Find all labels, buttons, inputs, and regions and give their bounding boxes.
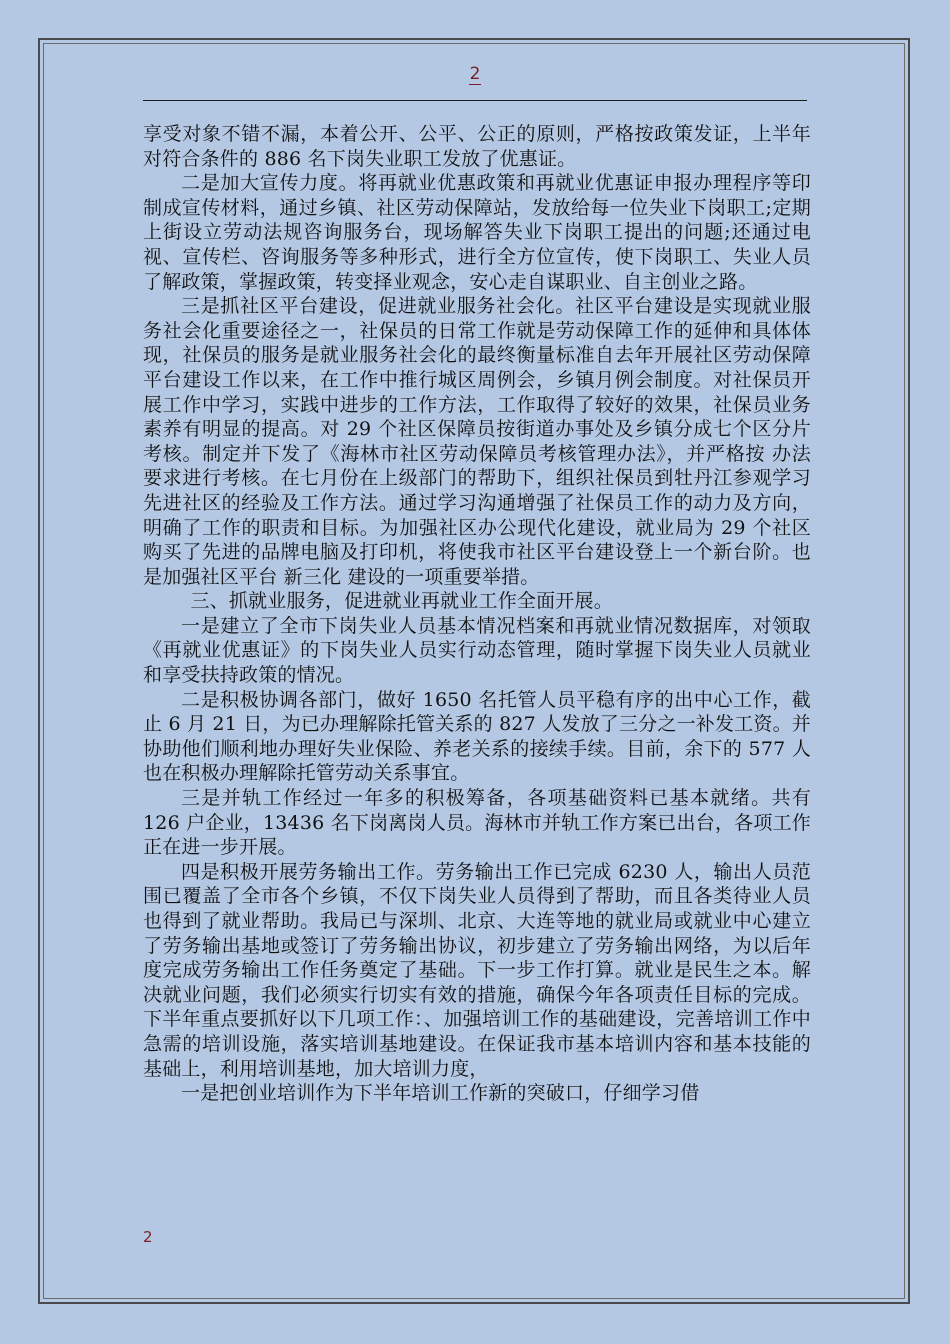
footer-page-number: 2 xyxy=(143,1228,153,1246)
header-page-number-text: 2 xyxy=(469,64,481,84)
header-divider xyxy=(143,100,807,101)
section-heading-employment-service: 三、抓就业服务，促进就业再就业工作全面开展。 xyxy=(190,590,613,613)
paragraph-trusteeship: 二是积极协调各部门，做好 1650 名托管人员平稳有序的出中心工作，截止 6 月 21 日，为已办理解除托管关系的 827 人发放了三分之一补发工资。并协助他们顺利地办理好失业保险、养老关系的接续手续。目前，余下的 577 人也在积极办理解除托管劳动关系事宜。 xyxy=(143,688,811,785)
paragraph-labor-export: 四是积极开展劳务输出工作。劳务输出工作已完成 6230 人，输出人员范围已覆盖了全市各个乡镇，不仅下岗失业人员得到了帮助，而且各类待业人员也得到了就业帮助。我局已与深圳、北京、大连等地的就业局或就业中心建立了劳务输出基地或签订了劳务输出协议，初步建立了劳务输出网络，为以后年度完成劳务输出工作任务奠定了基础。下一步工作打算。就业是民生之本。解决就业问题，我们必须实行切实有效的措施，确保今年各项责任目标的完成。下半年重点要抓好以下几项工作：、加强培训工作的基础建设，完善培训工作中急需的培训设施，落实培训基地建设。在保证我市基本培训内容和基本技能的基础上，利用培训基地，加大培训力度， xyxy=(143,860,811,1080)
paragraph-continuation: 享受对象不错不漏，本着公开、公平、公正的原则，严格按政策发证，上半年对符合条件的 886 名下岗失业职工发放了优惠证。 xyxy=(143,123,811,170)
paragraph-merger: 三是并轨工作经过一年多的积极筹备，各项基础资料已基本就绪。共有 126 户企业，13436 名下岗离岗人员。海林市并轨工作方案已出台，各项工作正在进一步开展。 xyxy=(143,787,811,859)
paragraph-entrepreneurship-training: 一是把创业培训作为下半年培训工作新的突破口，仔细学习借 xyxy=(181,1082,700,1105)
paragraph-database: 一是建立了全市下岗失业人员基本情况档案和再就业情况数据库，对领取《再就业优惠证》的下岗失业人员实行动态管理，随时掌握下岗失业人员就业和享受扶持政策的情况。 xyxy=(143,614,811,687)
paragraph-community-platform: 三是抓社区平台建设，促进就业服务社会化。社区平台建设是实现就业服务社会化重要途径之一，社保员的日常工作就是劳动保障工作的延伸和具体体现，社保员的服务是就业服务社会化的最终衡量标准自去年开展社区劳动保障平台建设工作以来，在工作中推行城区周例会，乡镇月例会制度。对社保员开展工作中学习，实践中进步的工作方法，工作取得了较好的效果，社保员业务素养有明显的提高。对 29 个社区保障员按街道办事处及乡镇分成七个区分片考核。制定并下发了《海林市社区劳动保障员考核管理办法》，并严格按 办法 要求进行考核。在七月份在上级部门的帮助下，组织社保员到牡丹江参观学习先进社区的经验及工作方法。通过学习沟通增强了社保员工作的动力及方向，明确了工作的职责和目标。为加强社区办公现代化建设，就业局为 29 个社区购买了先进的品牌电脑及打印机，将使我市社区平台建设登上一个新台阶。也是加强社区平台 新三化 建设的一项重要举措。 xyxy=(143,295,811,588)
header-page-number xyxy=(0,64,950,84)
document-body xyxy=(143,122,811,1106)
paragraph-publicity: 二是加大宣传力度。将再就业优惠政策和再就业优惠证申报办理程序等印制成宣传材料，通过乡镇、社区劳动保障站，发放给每一位失业下岗职工;定期上街设立劳动法规咨询服务台，现场解答失业下岗职工提出的问题;还通过电视、宣传栏、咨询服务等多种形式，进行全方位宣传，使下岗职工、失业人员了解政策，掌握政策，转变择业观念，安心走自谋职业、自主创业之路。 xyxy=(143,172,811,293)
